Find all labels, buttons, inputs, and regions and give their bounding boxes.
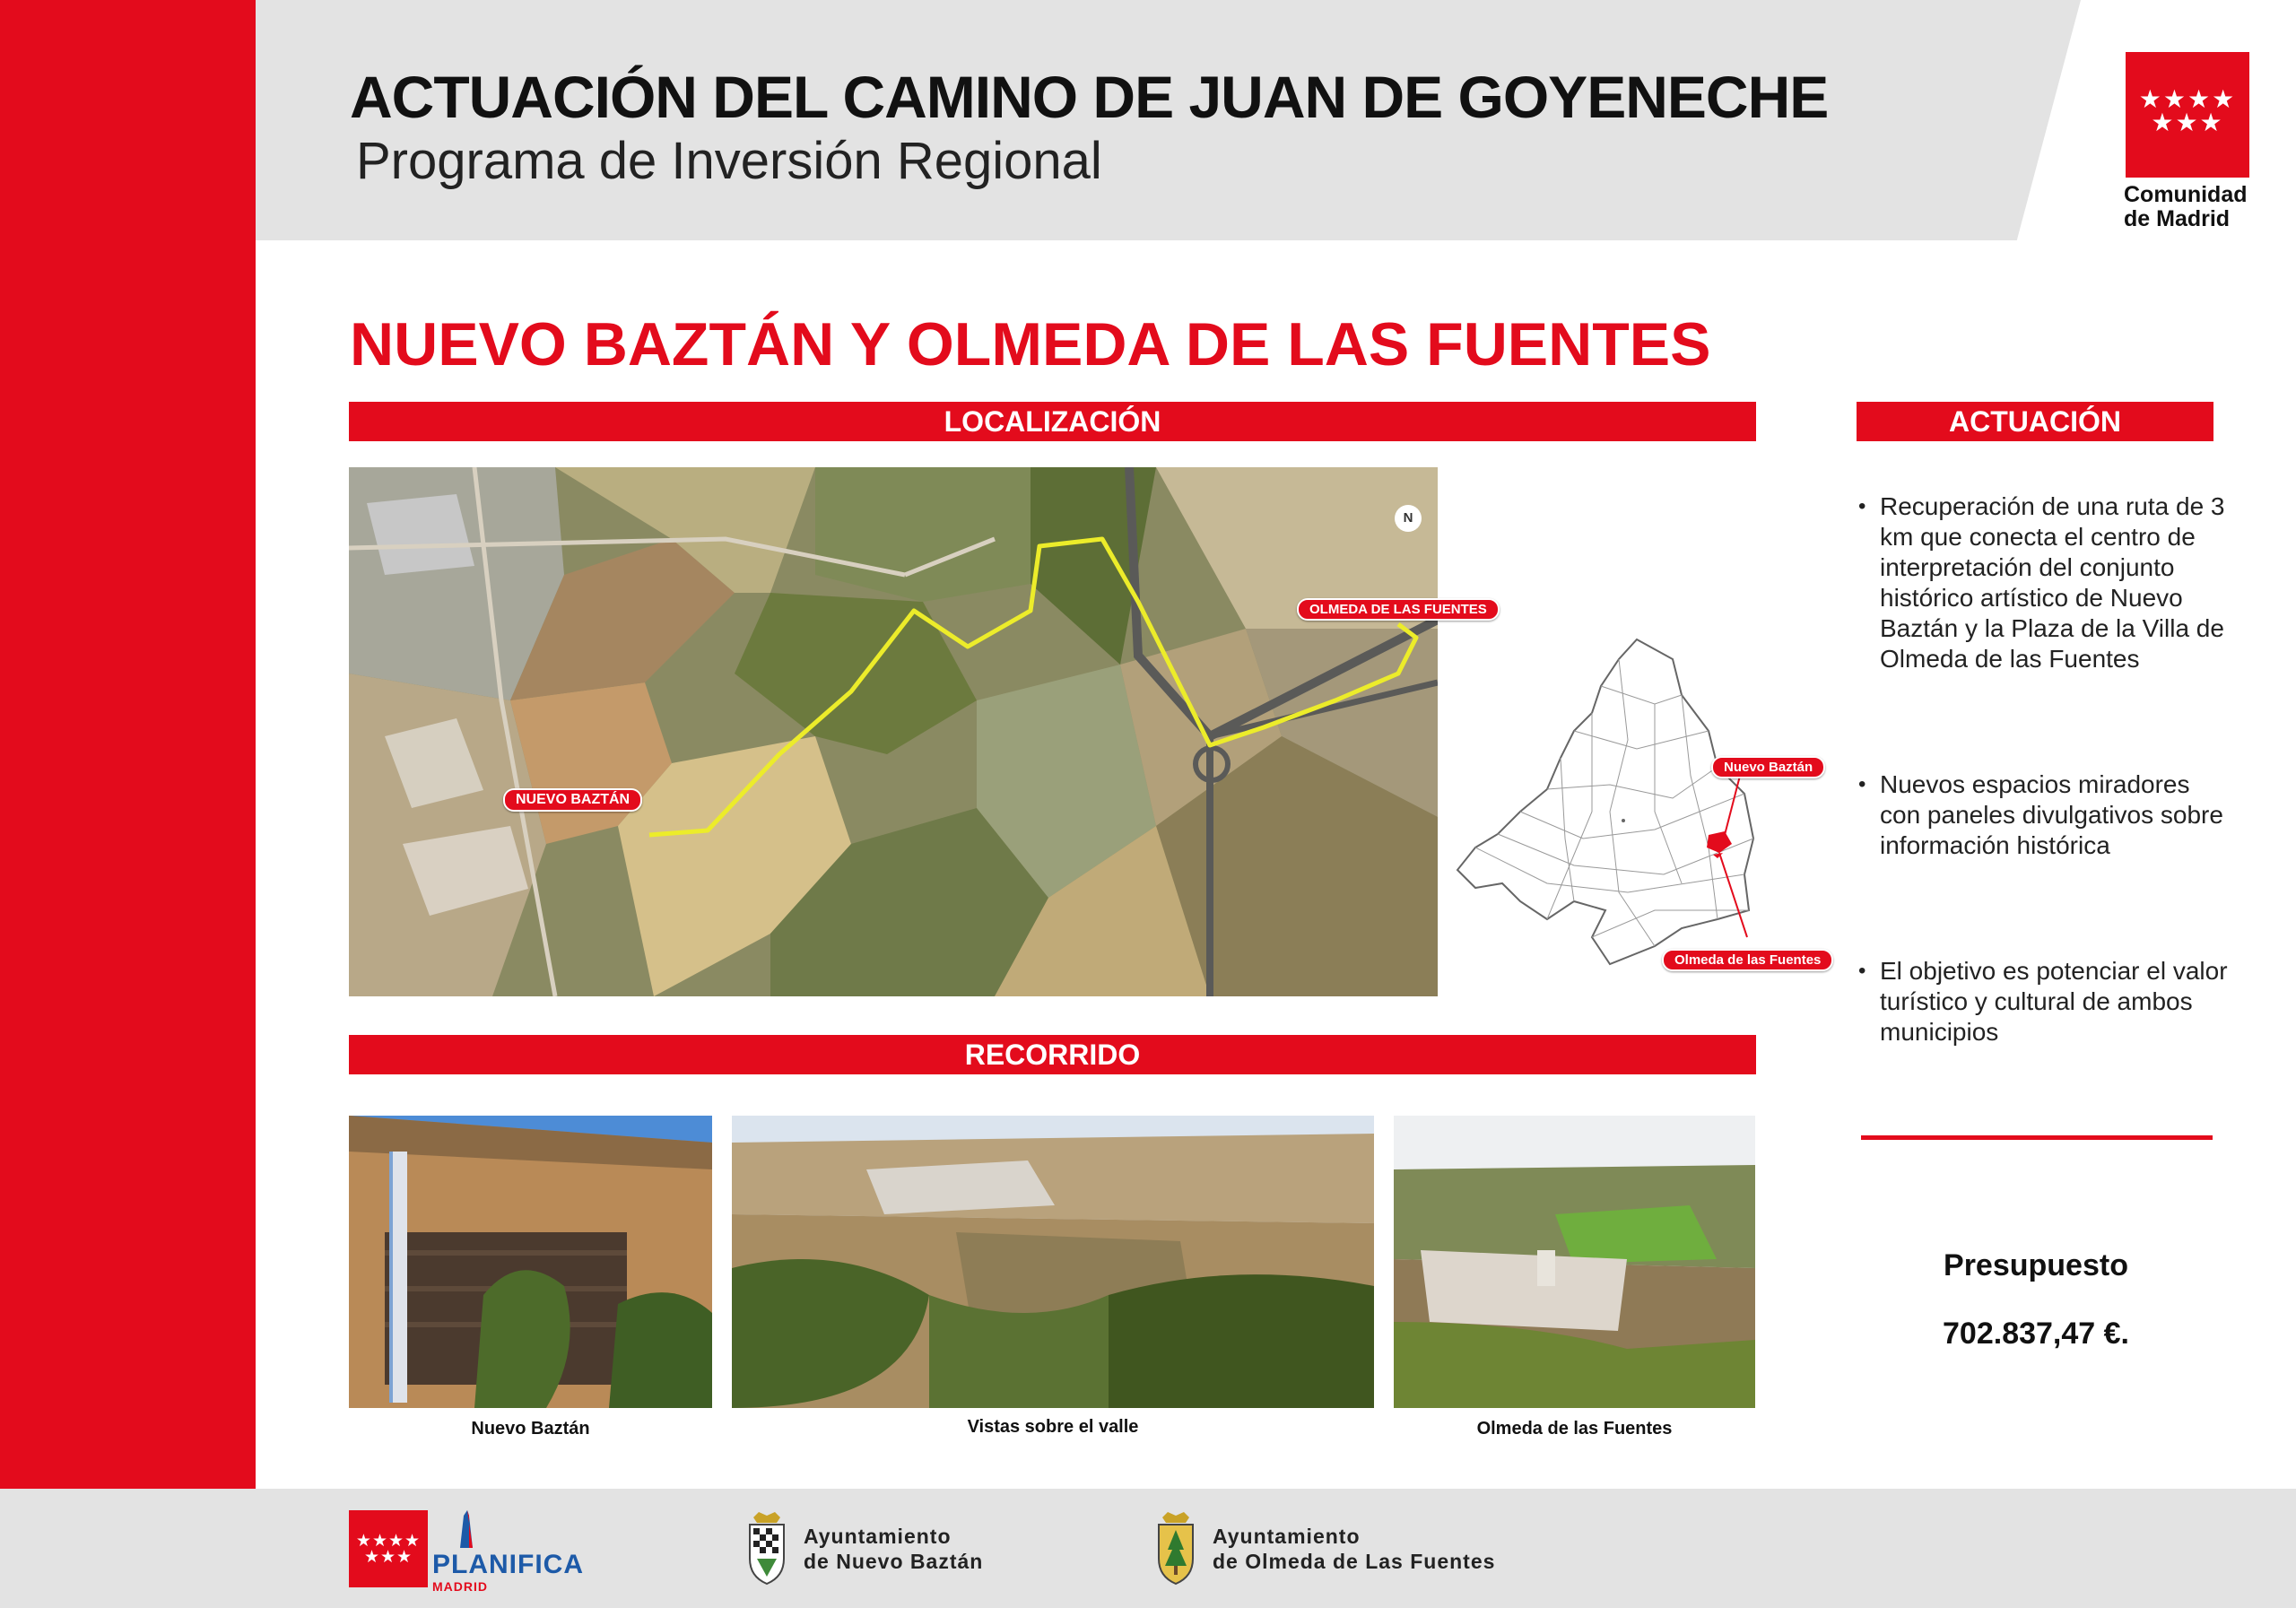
- actuacion-bullet-2: [1858, 769, 2235, 861]
- north-compass-icon: N: [1395, 505, 1422, 532]
- ayuntamiento-label: Ayuntamiento: [804, 1525, 952, 1548]
- budget-label: Presupuesto: [1944, 1248, 2128, 1282]
- nuevo-baztan-region-label: Nuevo Baztán: [1711, 756, 1825, 778]
- ayuntamiento-label: Ayuntamiento: [1213, 1525, 1361, 1548]
- actuacion-header: ACTUACIÓN: [1857, 402, 2213, 441]
- logo-text-line2: de Madrid: [2124, 206, 2231, 231]
- stars-icon: ★★★★ ★★★: [2138, 85, 2237, 136]
- caption-nuevo-baztan: Nuevo Baztán: [471, 1419, 590, 1439]
- bullet-text: Nuevos espacios miradores con paneles divulgativos sobre información histórica: [1880, 770, 2223, 859]
- municipio-label: de Olmeda de Las Fuentes: [1213, 1550, 1496, 1573]
- photo-nuevo-baztan: [349, 1116, 712, 1408]
- subtitle: Programa de Inversión Regional: [356, 132, 1102, 190]
- planifica-madrid-text: MADRID: [432, 1579, 488, 1594]
- bullet-icon: •: [1858, 494, 1866, 518]
- planifica-tower-icon: [453, 1510, 480, 1548]
- planifica-logo-text: PLANIFICA: [432, 1550, 584, 1579]
- bullet-icon: •: [1858, 959, 1866, 983]
- caption-vistas-valle: Vistas sobre el valle: [967, 1417, 1139, 1437]
- actuacion-bullet-3: [1858, 956, 2235, 1047]
- olmeda-region-label: Olmeda de las Fuentes: [1662, 949, 1833, 971]
- nuevo-baztan-shield-icon: [746, 1512, 787, 1586]
- madrid-region-map: [1448, 632, 1843, 973]
- municipio-label: de Nuevo Baztán: [804, 1550, 984, 1573]
- main-title: ACTUACIÓN DEL CAMINO DE JUAN DE GOYENECHE: [350, 64, 1829, 130]
- nuevo-baztan-map-label: NUEVO BAZTÁN: [503, 788, 642, 812]
- recorrido-header: RECORRIDO: [349, 1035, 1756, 1074]
- logo-text-line1: Comunidad: [2124, 182, 2248, 207]
- actuacion-bullet-1: [1858, 491, 2235, 674]
- footer-band: [0, 1489, 2296, 1608]
- aerial-map: [349, 467, 1438, 996]
- logo-text: [2124, 183, 2248, 231]
- photo-vistas-valle: [732, 1116, 1374, 1408]
- ayuntamiento-olmeda: [1213, 1524, 1495, 1574]
- ayuntamiento-nuevo-baztan: [804, 1524, 983, 1574]
- photo-olmeda: [1394, 1116, 1755, 1408]
- budget-value: 702.837,47 €.: [1943, 1317, 2129, 1351]
- bullet-text: Recuperación de una ruta de 3 km que conecta el centro de interpretación del conjunto histórico artístico de Nuevo Baztán y la Plaza de la Villa de Olmeda de las Fuentes: [1880, 492, 2225, 673]
- actuacion-divider: [1861, 1135, 2213, 1140]
- section-title: NUEVO BAZTÁN Y OLMEDA DE LAS FUENTES: [350, 310, 1711, 378]
- localizacion-header: LOCALIZACIÓN: [349, 402, 1756, 441]
- olmeda-map-label: OLMEDA DE LAS FUENTES: [1297, 598, 1500, 621]
- left-red-band: [0, 0, 256, 1489]
- stars-icon: ★★★★ ★★★: [355, 1532, 422, 1567]
- caption-olmeda: Olmeda de las Fuentes: [1476, 1419, 1673, 1439]
- bullet-icon: •: [1858, 772, 1866, 796]
- bullet-text: El objetivo es potenciar el valor turístico y cultural de ambos municipios: [1880, 957, 2228, 1046]
- olmeda-shield-icon: [1155, 1512, 1196, 1586]
